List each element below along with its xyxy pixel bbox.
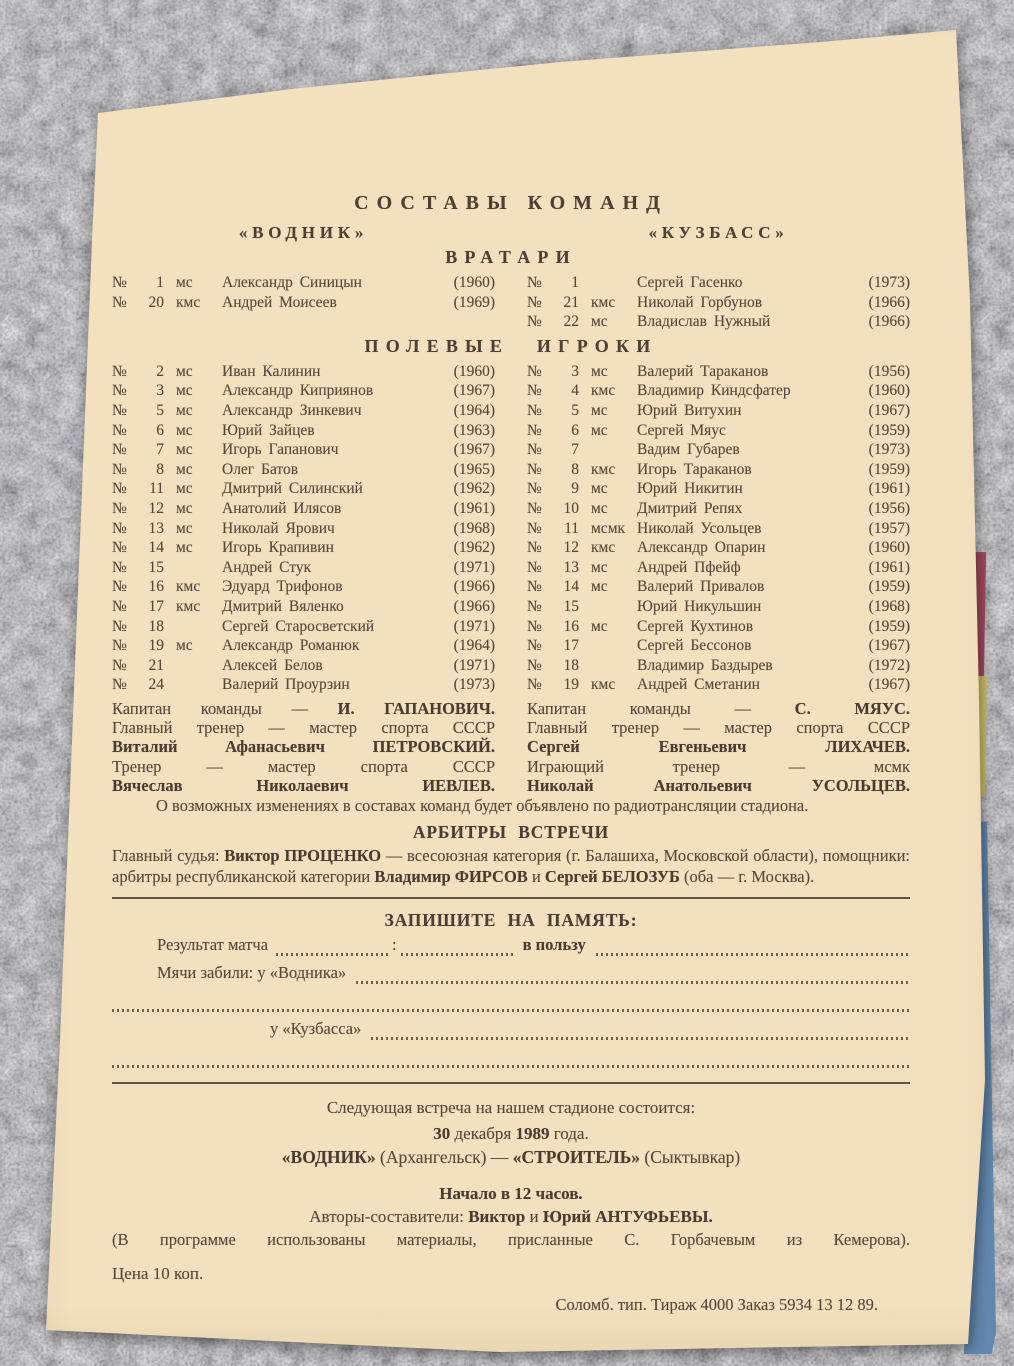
player-name: Игорь Крапивин: [222, 539, 334, 557]
goalkeepers-left-roster: [112, 274, 495, 313]
player-rank: мс: [176, 382, 193, 400]
player-name: Владислав Нужный: [637, 313, 771, 331]
player-number: 11: [564, 519, 579, 537]
player-birth-year: (1966): [868, 313, 910, 331]
player-birth-year: (1960): [453, 362, 495, 380]
player-row: [527, 363, 910, 383]
player-row: [112, 559, 495, 579]
player-name: Сергей Бессонов: [637, 637, 752, 655]
referees-header: АРБИТРЫ ВСТРЕЧИ: [412, 822, 610, 843]
player-rank: кмс: [176, 578, 201, 596]
player-row: [112, 422, 495, 442]
player-name: Вадим Губарев: [637, 441, 740, 459]
player-name: Юрий Никульшин: [637, 597, 762, 615]
player-number: 19: [563, 676, 579, 694]
player-row: [527, 441, 910, 461]
fill-in-line: [596, 953, 910, 956]
player-name: Александр Опарин: [637, 539, 766, 557]
num-sign: №: [527, 539, 542, 557]
next-match-date: 30 декабря 1989 года.: [433, 1123, 589, 1143]
player-name: Андрей Сметанин: [637, 676, 760, 694]
player-name: Юрий Витухин: [637, 401, 742, 419]
player-number: 4: [571, 382, 579, 400]
price-line: Цена 10 коп.: [112, 1263, 204, 1283]
fill-in-line: [356, 981, 910, 984]
staff-line: Главный тренер — мастер спорта СССР: [112, 718, 495, 738]
player-row: [112, 618, 495, 638]
player-row: [527, 274, 910, 294]
player-name: Андрей Пфейф: [637, 558, 741, 576]
player-row: [527, 313, 910, 333]
player-birth-year: (1967): [868, 637, 910, 655]
staff-section: [112, 699, 910, 795]
player-birth-year: (1965): [453, 460, 495, 478]
player-number: 5: [156, 401, 164, 419]
player-birth-year: (1960): [868, 539, 910, 557]
player-rank: мс: [591, 421, 608, 439]
num-sign: №: [527, 597, 542, 615]
player-birth-year: (1971): [453, 558, 495, 576]
player-number: 10: [563, 499, 579, 517]
player-number: 20: [148, 293, 164, 311]
player-rank: мс: [176, 519, 193, 537]
player-number: 6: [571, 421, 579, 439]
player-rank: мс: [176, 637, 193, 655]
player-birth-year: (1963): [453, 421, 495, 439]
player-row: [527, 637, 910, 657]
staff-left-column: [112, 699, 495, 795]
player-row: [527, 402, 910, 422]
player-number: 12: [148, 499, 164, 517]
player-name: Владимир Киндсфатер: [637, 382, 791, 400]
player-row: [112, 382, 495, 402]
player-birth-year: (1961): [868, 480, 910, 498]
player-row: [112, 461, 495, 481]
next-match-intro: Следующая встреча на нашем стадионе состоится:: [326, 1097, 696, 1117]
player-row: [112, 657, 495, 677]
player-birth-year: (1960): [453, 274, 495, 291]
player-row: [112, 539, 495, 559]
player-rank: мс: [591, 578, 608, 596]
player-row: [527, 422, 910, 442]
staff-line: Играющий тренер — мсмк: [527, 756, 910, 776]
num-sign: №: [112, 499, 127, 517]
num-sign: №: [112, 676, 127, 694]
num-sign: №: [527, 460, 542, 478]
page-title: СОСТАВЫ КОМАНД: [354, 192, 668, 214]
player-number: 22: [563, 313, 579, 331]
staff-line: Вячеслав Николаевич ИЕВЛЕВ.: [112, 776, 495, 796]
player-name: Сергей Мяус: [637, 421, 726, 439]
goals-kuzbass-label: у «Кузбасса»: [270, 1018, 362, 1038]
num-sign: №: [112, 617, 127, 635]
player-row: [112, 598, 495, 618]
player-number: 13: [563, 558, 579, 576]
player-name: Игорь Тараканов: [637, 460, 752, 478]
player-name: Сергей Кухтинов: [637, 617, 754, 635]
num-sign: №: [527, 293, 542, 311]
player-birth-year: (1969): [453, 293, 495, 311]
player-birth-year: (1957): [868, 519, 910, 537]
num-sign: №: [527, 617, 542, 635]
imprint-line: Соломб. тип. Тираж 4000 Заказ 5934 13 12 89.: [555, 1294, 878, 1314]
player-birth-year: (1961): [453, 499, 495, 517]
player-row: [527, 559, 910, 579]
num-sign: №: [112, 401, 127, 419]
player-birth-year: (1968): [868, 597, 910, 615]
player-birth-year: (1973): [868, 441, 910, 459]
memo-goals-vodnik-row: [112, 963, 910, 989]
num-sign: №: [112, 578, 127, 596]
player-birth-year: (1964): [453, 637, 495, 655]
player-row: [527, 500, 910, 520]
player-row: [112, 676, 495, 696]
player-number: 13: [148, 519, 164, 537]
num-sign: №: [527, 441, 542, 459]
player-rank: мсмк: [591, 519, 626, 537]
player-number: 5: [571, 401, 579, 419]
num-sign: №: [527, 637, 542, 655]
player-row: [112, 500, 495, 520]
player-number: 14: [563, 578, 579, 596]
player-rank: мс: [176, 441, 193, 459]
player-row: [112, 480, 495, 500]
result-label: Результат матча: [157, 934, 269, 954]
player-birth-year: (1966): [453, 597, 495, 615]
num-sign: №: [112, 293, 127, 311]
player-birth-year: (1964): [453, 401, 495, 419]
player-number: 6: [156, 421, 164, 439]
player-row: [112, 578, 495, 598]
goalkeepers-right-roster: [527, 274, 910, 333]
player-number: 17: [148, 597, 164, 615]
player-row: [527, 676, 910, 696]
player-row: [112, 402, 495, 422]
num-sign: №: [527, 274, 542, 291]
player-number: 3: [156, 382, 164, 400]
num-sign: №: [527, 362, 542, 380]
num-sign: №: [112, 519, 127, 537]
player-rank: мс: [176, 460, 193, 478]
player-name: Эдуард Трифонов: [222, 578, 343, 596]
player-name: Юрий Зайцев: [222, 421, 315, 439]
player-number: 14: [148, 539, 164, 557]
player-number: 19: [148, 637, 164, 655]
player-number: 16: [563, 617, 579, 635]
player-name: Николай Усольцев: [637, 519, 762, 537]
player-rank: кмс: [591, 539, 616, 557]
num-sign: №: [527, 313, 542, 331]
player-row: [527, 539, 910, 559]
fill-in-line: [112, 1065, 910, 1068]
player-birth-year: (1973): [453, 676, 495, 694]
player-row: [527, 598, 910, 618]
player-birth-year: (1956): [868, 362, 910, 380]
player-rank: кмс: [176, 293, 201, 311]
in-favor-label: в пользу: [522, 934, 586, 954]
player-row: [527, 461, 910, 481]
field-players-section: [112, 363, 910, 696]
player-name: Владимир Баздырев: [637, 656, 773, 674]
player-rank: мс: [591, 362, 608, 380]
player-number: 24: [148, 676, 164, 694]
player-name: Олег Батов: [222, 460, 299, 478]
player-name: Николай Ярович: [222, 519, 335, 537]
player-birth-year: (1961): [868, 558, 910, 576]
player-birth-year: (1967): [453, 441, 495, 459]
player-birth-year: (1959): [868, 578, 910, 596]
num-sign: №: [527, 676, 542, 694]
player-number: 1: [571, 274, 579, 291]
player-name: Андрей Моисеев: [222, 293, 337, 311]
player-name: Дмитрий Вяленко: [222, 597, 344, 615]
num-sign: №: [527, 558, 542, 576]
num-sign: №: [527, 656, 542, 674]
player-number: 15: [563, 597, 579, 615]
num-sign: №: [112, 539, 127, 557]
player-rank: мс: [176, 274, 193, 291]
player-row: [527, 618, 910, 638]
num-sign: №: [527, 382, 542, 400]
player-number: 21: [148, 656, 164, 674]
player-birth-year: (1966): [453, 578, 495, 596]
player-birth-year: (1962): [453, 539, 495, 557]
player-name: Дмитрий Силинский: [222, 480, 363, 498]
team-left-name: «ВОДНИК»: [238, 223, 369, 242]
player-number: 1: [156, 274, 164, 291]
player-row: [527, 294, 910, 314]
num-sign: №: [112, 460, 127, 478]
player-name: Алексей Белов: [222, 656, 323, 674]
player-rank: кмс: [591, 293, 616, 311]
fill-in-line: [371, 1037, 910, 1040]
num-sign: №: [527, 578, 542, 596]
next-match-teams: «ВОДНИК» (Архангельск) — «СТРОИТЕЛЬ» (Сыктывкар): [281, 1146, 741, 1167]
staff-line: Сергей Евгеньевич ЛИХАЧЕВ.: [527, 737, 910, 757]
player-name: Юрий Никитин: [637, 480, 743, 498]
player-name: Сергей Старосветский: [222, 617, 375, 635]
player-row: [527, 578, 910, 598]
player-birth-year: (1973): [868, 274, 910, 291]
num-sign: №: [112, 274, 127, 291]
player-birth-year: (1967): [453, 382, 495, 400]
player-name: Сергей Гасенко: [637, 274, 743, 291]
staff-line: Виталий Афанасьевич ПЕТРОВСКИЙ.: [112, 737, 495, 757]
divider-rule-top: [112, 897, 910, 899]
player-rank: мс: [591, 313, 608, 331]
num-sign: №: [527, 519, 542, 537]
player-name: Валерий Привалов: [637, 578, 765, 596]
fill-in-line: [276, 953, 388, 956]
player-number: 17: [563, 637, 579, 655]
player-rank: кмс: [176, 597, 201, 615]
player-name: Иван Калинин: [222, 362, 321, 380]
memo-goals-kuzbass-row: [112, 1019, 910, 1045]
num-sign: №: [112, 421, 127, 439]
field-players-left-roster: [112, 363, 495, 696]
player-birth-year: (1956): [868, 499, 910, 517]
player-name: Николай Горбунов: [637, 293, 763, 311]
result-colon: :: [392, 934, 397, 954]
player-rank: мс: [591, 480, 608, 498]
player-birth-year: (1962): [453, 480, 495, 498]
player-number: 2: [156, 362, 164, 380]
num-sign: №: [112, 558, 127, 576]
authors-line: Авторы-составители: Виктор и Юрий АНТУФЬЕВЫ.: [309, 1206, 713, 1226]
player-number: 12: [563, 539, 579, 557]
player-rank: мс: [176, 499, 193, 517]
staff-line: Тренер — мастер спорта СССР: [112, 756, 495, 776]
credits-line: (В программе использованы материалы, присланные С. Горбачевым из Кемерова).: [112, 1229, 910, 1249]
fill-in-line: [401, 953, 513, 956]
staff-line: Капитан команды — С. МЯУС.: [527, 698, 910, 718]
memo-header: ЗАПИШИТЕ НА ПАМЯТЬ:: [384, 909, 638, 930]
player-birth-year: (1959): [868, 421, 910, 439]
player-row: [527, 520, 910, 540]
goalkeepers-header: ВРАТАРИ: [445, 247, 577, 267]
player-birth-year: (1971): [453, 656, 495, 674]
player-name: Александр Киприянов: [222, 382, 374, 400]
staff-line: Капитан команды — И. ГАПАНОВИЧ.: [112, 698, 495, 718]
player-number: 18: [563, 656, 579, 674]
staff-right-column: [527, 699, 910, 795]
player-number: 8: [571, 460, 579, 478]
player-rank: кмс: [591, 382, 616, 400]
staff-line: Николай Анатольевич УСОЛЬЦЕВ.: [527, 776, 910, 796]
goalkeepers-section: [112, 274, 910, 333]
player-number: 21: [563, 293, 579, 311]
player-number: 8: [156, 460, 164, 478]
num-sign: №: [112, 656, 127, 674]
player-rank: мс: [176, 539, 193, 557]
num-sign: №: [527, 421, 542, 439]
player-birth-year: (1959): [868, 617, 910, 635]
player-birth-year: (1972): [868, 656, 910, 674]
player-row: [112, 637, 495, 657]
player-row: [527, 382, 910, 402]
memo-blank-row: [112, 991, 910, 1017]
num-sign: №: [112, 597, 127, 615]
player-number: 3: [571, 362, 579, 380]
player-name: Анатолий Илясов: [222, 499, 342, 517]
memo-section: [112, 909, 910, 1073]
player-name: Александр Романюк: [222, 637, 360, 655]
team-right-name: «КУЗБАСС»: [648, 223, 789, 242]
num-sign: №: [527, 499, 542, 517]
player-name: Александр Зинкевич: [222, 401, 362, 419]
divider-rule-bottom: [112, 1082, 910, 1084]
team-names-row: [112, 222, 910, 244]
player-name: Игорь Гапанович: [222, 441, 339, 459]
player-rank: мс: [176, 362, 193, 380]
field-players-header: ПОЛЕВЫЕ ИГРОКИ: [364, 335, 658, 356]
num-sign: №: [112, 480, 127, 498]
goals-vodnik-label: Мячи забили: у «Водника»: [157, 962, 347, 982]
player-birth-year: (1971): [453, 617, 495, 635]
player-name: Дмитрий Репях: [637, 499, 743, 517]
player-rank: мс: [591, 499, 608, 517]
num-sign: №: [112, 382, 127, 400]
player-row: [112, 294, 495, 314]
player-name: Валерий Тараканов: [637, 362, 769, 380]
player-row: [112, 363, 495, 383]
num-sign: №: [112, 441, 127, 459]
field-players-right-roster: [527, 363, 910, 696]
player-row: [527, 657, 910, 677]
player-row: [112, 441, 495, 461]
staff-line: Главный тренер — мастер спорта СССР: [527, 718, 910, 738]
player-row: [112, 274, 495, 294]
player-row: [527, 480, 910, 500]
memo-blank-row: [112, 1047, 910, 1073]
player-rank: мс: [176, 401, 193, 419]
num-sign: №: [112, 637, 127, 655]
player-number: 11: [149, 480, 164, 498]
player-rank: мс: [591, 401, 608, 419]
player-number: 15: [148, 558, 164, 576]
page-content: [112, 186, 910, 1315]
player-birth-year: (1967): [868, 401, 910, 419]
player-birth-year: (1966): [868, 293, 910, 311]
player-name: Андрей Стук: [222, 558, 312, 576]
player-rank: кмс: [591, 460, 616, 478]
next-match-time: Начало в 12 часов.: [439, 1183, 583, 1203]
player-rank: мс: [176, 480, 193, 498]
player-number: 16: [148, 578, 164, 596]
player-rank: кмс: [591, 676, 616, 694]
player-birth-year: (1959): [868, 460, 910, 478]
lineup-change-note: О возможных изменениях в составах команд будет объявлено по радиотрансляции стадиона.: [156, 796, 809, 816]
player-birth-year: (1967): [868, 676, 910, 694]
player-number: 7: [156, 441, 164, 459]
player-row: [112, 520, 495, 540]
player-birth-year: (1960): [868, 382, 910, 400]
fill-in-line: [112, 1009, 910, 1012]
num-sign: №: [112, 362, 127, 380]
num-sign: №: [527, 480, 542, 498]
player-number: 7: [571, 441, 579, 459]
referees-text: Главный судья: Виктор ПРОЦЕНКО — всесоюзная категория (г. Балашиха, Московской области), помощники: арбитры республиканской категории Владимир ФИРСОВ и Сергей БЕЛОЗУБ (оба — г. Москва).: [112, 846, 910, 887]
player-rank: мс: [591, 558, 608, 576]
player-rank: мс: [591, 617, 608, 635]
memo-result-row: [112, 935, 910, 961]
player-number: 18: [148, 617, 164, 635]
num-sign: №: [527, 401, 542, 419]
player-birth-year: (1968): [453, 519, 495, 537]
player-number: 9: [571, 480, 579, 498]
player-name: Валерий Проурзин: [222, 676, 350, 694]
player-name: Александр Синицын: [222, 274, 362, 291]
player-rank: мс: [176, 421, 193, 439]
